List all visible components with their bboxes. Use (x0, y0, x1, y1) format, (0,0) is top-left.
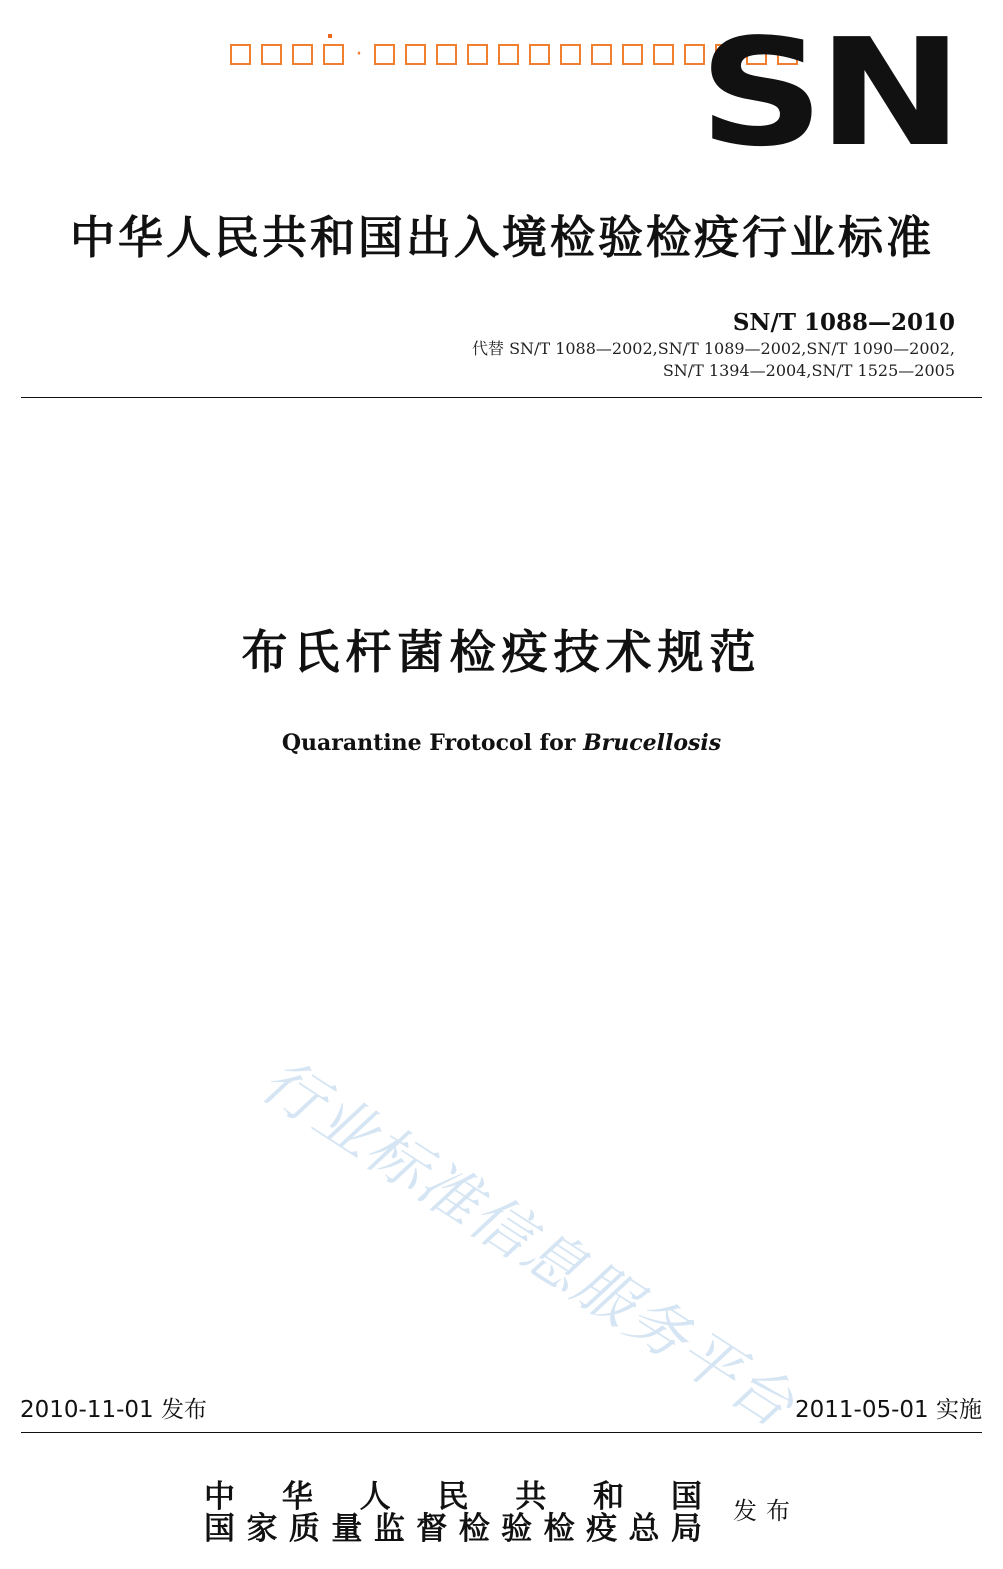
footer-divider (21, 1432, 982, 1433)
placeholder-glyph-box (529, 44, 550, 65)
orange-mark (328, 34, 332, 38)
document-title-en (0, 728, 1003, 758)
implementation-date: 2011-05-01 实施 (795, 1397, 982, 1423)
placeholder-glyph-box (323, 44, 344, 65)
title-en-italic: Brucellosis (583, 730, 722, 756)
standard-code: SN/T 1088—2010 (732, 309, 955, 336)
header-divider (21, 397, 982, 398)
issue-label: 发布 (733, 1497, 799, 1525)
placeholder-glyph-box (405, 44, 426, 65)
issuer-line-1: 中华人民共和国 (204, 1479, 702, 1515)
replaces-line-1: 代替 SN/T 1088—2002,SN/T 1089—2002,SN/T 1090—2002, (472, 339, 955, 358)
document-title-cn: 布氏杆菌检疫技术规范 (241, 625, 762, 679)
placeholder-glyph-box (591, 44, 612, 65)
placeholder-glyph-box (374, 44, 395, 65)
placeholder-glyph-box (622, 44, 643, 65)
placeholder-glyph-box (653, 44, 674, 65)
replaces-line-2: SN/T 1394—2004,SN/T 1525—2005 (662, 361, 955, 380)
placeholder-glyph-box (560, 44, 581, 65)
title-en-plain: Quarantine Frotocol for (281, 730, 584, 756)
placeholder-separator: · (355, 42, 363, 67)
watermark: 行业标准信息服务平台 (248, 1045, 808, 1443)
placeholder-glyph-box (230, 44, 251, 65)
placeholder-glyph-box (261, 44, 282, 65)
placeholder-glyph-box (498, 44, 519, 65)
placeholder-glyph-box (436, 44, 457, 65)
issue-date: 2010-11-01 发布 (20, 1397, 207, 1423)
issuer-line-2: 国家质量监督检验检疫总局 (204, 1511, 702, 1547)
replaces-block (472, 338, 955, 382)
standard-category-title: 中华人民共和国出入境检验检疫行业标准 (69, 211, 934, 264)
sn-logo: SN (698, 7, 957, 179)
placeholder-glyph-box (467, 44, 488, 65)
placeholder-glyph-box (292, 44, 313, 65)
